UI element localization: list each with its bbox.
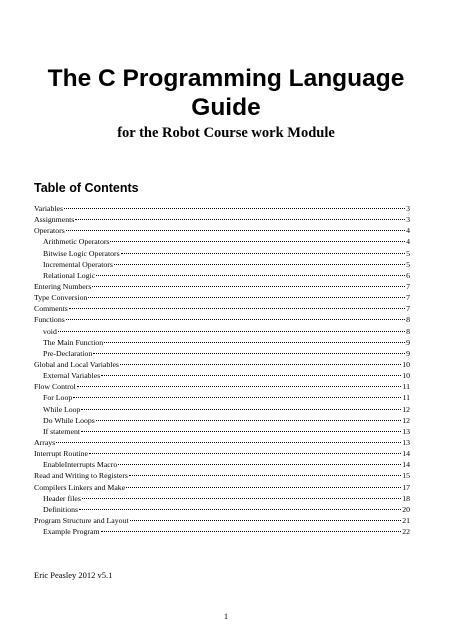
toc-dot-leader [89,453,401,454]
toc-entry-page: 7 [406,281,410,291]
toc-entry-page: 7 [406,293,410,303]
toc-entry-page: 6 [406,270,410,280]
toc-entry-label: EnableInterrupts Macro [43,460,118,470]
toc-entry-label: Entering Numbers [34,281,92,291]
toc-entry[interactable] [34,314,410,325]
toc-entry-label: Do While Loops [43,415,95,425]
toc-dot-leader [75,219,405,220]
toc-entry[interactable] [34,493,410,504]
toc-entry-page: 13 [402,437,410,447]
toc-dot-leader [77,386,402,387]
toc-dot-leader [66,230,405,231]
toc-entry-label: The Main Function [43,337,104,347]
toc-entry-page: 3 [406,204,410,213]
toc-entry-label: Operators [34,226,65,236]
toc-entry-label: Assignments [34,215,75,225]
toc-dot-leader [130,520,402,521]
toc-dot-leader [96,420,401,421]
toc-dot-leader [126,487,401,488]
toc-entry-label: Interrupt Routine [34,449,88,459]
toc-entry-page: 12 [402,404,410,414]
toc-entry-label: Bitwise Logic Operators [43,248,120,258]
toc-entry-label: Read and Writing to Registers [34,471,128,481]
toc-entry-label: Variables [34,204,64,213]
toc-entry-page: 5 [406,259,410,269]
toc-entry-page: 10 [402,371,410,381]
toc-entry[interactable] [34,337,410,348]
toc-dot-leader [120,364,401,365]
toc-dot-leader [66,319,405,320]
toc-entry-page: 12 [402,415,410,425]
toc-entry-label: External Variables [43,371,101,381]
toc-entry-page: 21 [402,515,410,525]
toc-entry[interactable] [34,437,410,448]
toc-entry[interactable] [34,526,410,537]
toc-dot-leader [92,286,405,287]
toc-entry-page: 4 [406,226,410,236]
toc-dot-leader [64,208,405,209]
toc-dot-leader [96,275,405,276]
toc-dot-leader [81,409,401,410]
toc-entry-label: Functions [34,315,65,325]
toc-entry-page: 5 [406,248,410,258]
toc-entry-page: 13 [402,426,410,436]
toc-dot-leader [101,375,401,376]
toc-entry[interactable] [34,448,410,459]
toc-entry-label: void [43,326,57,336]
toc-entry-label: Incremental Operators [43,259,113,269]
toc-entry-label: Flow Control [34,382,76,392]
toc-entry[interactable] [34,515,410,526]
toc-entry-page: 18 [402,493,410,503]
toc-entry-label: Definitions [43,504,79,514]
toc-entry-page: 9 [406,337,410,347]
document-title [0,64,452,122]
toc-entry[interactable] [34,292,410,303]
toc-entry[interactable] [34,370,410,381]
toc-entry[interactable] [34,470,410,481]
toc-entry-label: Comments [34,304,68,314]
toc-entry-label: Pre-Declaration [43,348,93,358]
toc-entry-page: 11 [402,382,410,392]
toc-entry-label: Program Structure and Layout [34,515,129,525]
toc-entry-label: Arrays [34,437,56,447]
toc-dot-leader [58,331,405,332]
toc-entry-page: 8 [406,326,410,336]
toc-entry-page: 10 [402,359,410,369]
toc-entry[interactable] [34,381,410,392]
toc-dot-leader [110,241,405,242]
toc-entry-page: 20 [402,504,410,514]
toc-entry-label: Global and Local Variables [34,359,119,369]
toc-entry-label: For Loop [43,393,73,403]
toc-entry-label: Compilers Linkers and Make [34,482,126,492]
toc-entry[interactable] [34,392,410,403]
toc-entry[interactable] [34,270,410,281]
toc-entry-page: 8 [406,315,410,325]
toc-entry[interactable] [34,359,410,370]
toc-entry-label: Header files [43,493,81,503]
toc-entry[interactable] [34,225,410,236]
title-line-2: Guide [191,94,261,121]
toc-dot-leader [88,297,405,298]
toc-entry[interactable] [34,404,410,415]
toc-dot-leader [104,342,405,343]
toc-entry[interactable] [34,348,410,359]
toc-dot-leader [101,531,402,532]
toc-entry-page: 14 [402,460,410,470]
toc-entry[interactable] [34,248,410,259]
table-of-contents [34,203,410,537]
toc-entry-page: 4 [406,237,410,247]
toc-entry[interactable] [34,326,410,337]
toc-dot-leader [118,464,401,465]
toc-entry-label: Type Conversion [34,293,88,303]
title-line-1: The C Programming Language [47,65,405,92]
toc-dot-leader [73,397,401,398]
toc-entry-label: If statement [43,426,81,436]
toc-entry[interactable] [34,259,410,270]
toc-entry-page: 14 [402,449,410,459]
footer-author-version: Eric Peasley 2012 v5.1 [34,570,113,580]
toc-entry-page: 17 [402,482,410,492]
toc-entry-page: 7 [406,304,410,314]
toc-entry-page: 22 [402,527,410,537]
toc-entry[interactable] [34,303,410,314]
toc-dot-leader [93,353,405,354]
toc-entry-page: 15 [402,471,410,481]
toc-entry[interactable] [34,426,410,437]
toc-entry[interactable] [34,415,410,426]
toc-dot-leader [56,442,401,443]
toc-entry[interactable] [34,482,410,493]
toc-entry[interactable] [34,203,410,214]
toc-dot-leader [129,475,401,476]
toc-dot-leader [79,509,401,510]
toc-entry-label: While Loop [43,404,81,414]
toc-dot-leader [69,308,405,309]
toc-dot-leader [82,498,401,499]
toc-dot-leader [81,431,401,432]
toc-entry[interactable] [34,236,410,247]
toc-dot-leader [114,264,405,265]
toc-entry-label: Relational Logic [43,270,96,280]
toc-entry-label: Arithmetic Operators [43,237,110,247]
toc-entry-page: 11 [402,393,410,403]
toc-entry[interactable] [34,281,410,292]
toc-entry-page: 3 [406,215,410,225]
toc-entry[interactable] [34,214,410,225]
toc-heading: Table of Contents [34,181,139,195]
toc-entry-page: 9 [406,348,410,358]
toc-entry[interactable] [34,459,410,470]
toc-entry[interactable] [34,504,410,515]
toc-entry-label: Example Program [43,527,100,537]
toc-dot-leader [121,253,405,254]
page-number: 1 [223,611,229,621]
document-subtitle: for the Robot Course work Module [117,125,335,141]
